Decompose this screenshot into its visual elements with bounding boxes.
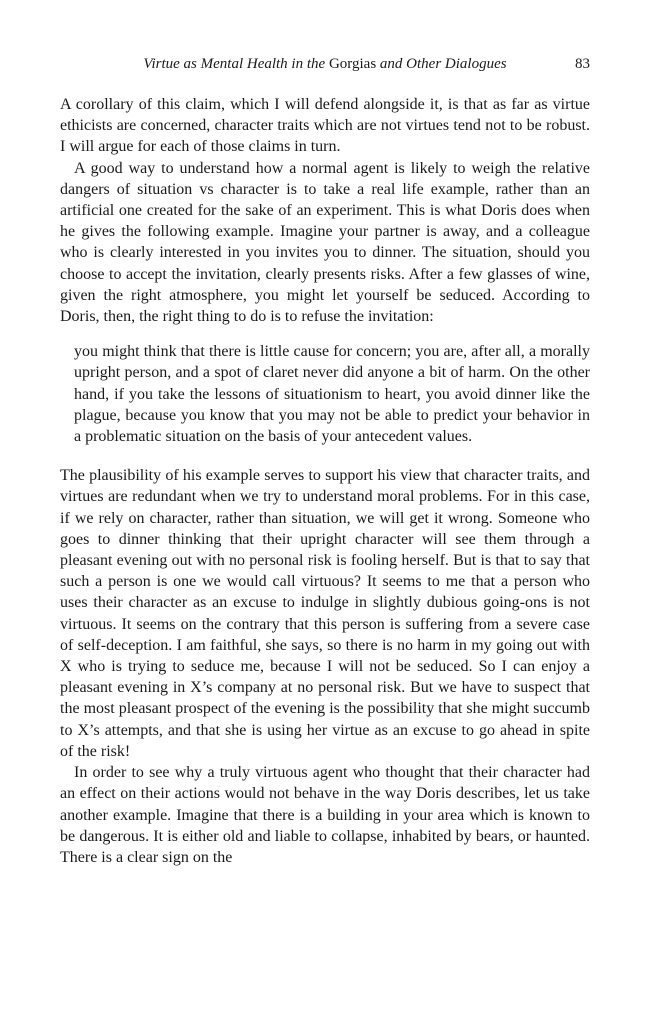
- body-paragraph-1: A corollary of this claim, which I will defend alongside it, is that as far as virtue ethicists are concerned, character traits which are not virtues tend not to be robust. I will argue for each of those claims in turn.: [60, 96, 590, 156]
- book-page: [60, 52, 590, 868]
- body-paragraph-4: In order to see why a truly virtuous agent who thought that their character had an effect on their actions would not behave in the way Doris describes, let us take another example. Imagine that there is a building in your area which is known to be dangerous. It is either old and liable to collapse, inhabited by bears, or haunted. There is a clear sign on the: [60, 764, 590, 866]
- running-head-title: [60, 52, 590, 76]
- body-paragraph-3: The plausibility of his example serves to support his view that character traits, and virtues are redundant when we try to understand moral problems. For in this case, if we rely on character, rather than situation, we will get it wrong. Someone who goes to dinner thinking that their upright character will see them through a pleasant evening out with no personal risk is fooling herself. But is that to say that such a person is one we would call virtuous? It seems to me that a person who uses their character as an excuse to indulge in slightly dubious going-ons is not virtuous. It seems on the contrary that this person is suffering from a severe case of self-deception. I am faithful, she says, so there is no harm in my going out with X who is trying to seduce me, because I will not be seduced. So I can enjoy a pleasant evening in X’s company at no personal risk. But we have to suspect that the most pleasant prospect of the evening is the possibility that she might succumb to X’s attempts, and that she is using her virtue as an excuse to go ahead in spite of the risk!: [60, 467, 590, 760]
- block-quote: you might think that there is little cause for concern; you are, after all, a morally upright person, and a spot of claret never did anyone a bit of harm. On the other hand, if you take the lessons of situationism to heart, you avoid dinner like the plague, because you know that you may not be able to predict your behavior in a problematic situation on the basis of your antecedent values.: [74, 343, 590, 446]
- title-part-2: and Other Dialogues: [376, 56, 507, 72]
- body-paragraph-2: A good way to understand how a normal agent is likely to weigh the relative dangers of situation vs character is to take a real life example, rather than an artificial one created for the sake of an experiment. This is what Doris does when he gives the following example. Imagine your partner is away, and a colleague who is clearly interested in you invites you to dinner. The situation, should you choose to accept the invitation, clearly presents risks. After a few glasses of wine, given the right atmosphere, you might let yourself be seduced. According to Doris, then, the right thing to do is to refuse the invitation:: [60, 159, 590, 326]
- running-head: [60, 52, 590, 76]
- title-part-1: Virtue as Mental Health in the: [143, 56, 329, 72]
- title-work-name: Gorgias: [328, 56, 377, 72]
- page-number: 83: [575, 56, 590, 72]
